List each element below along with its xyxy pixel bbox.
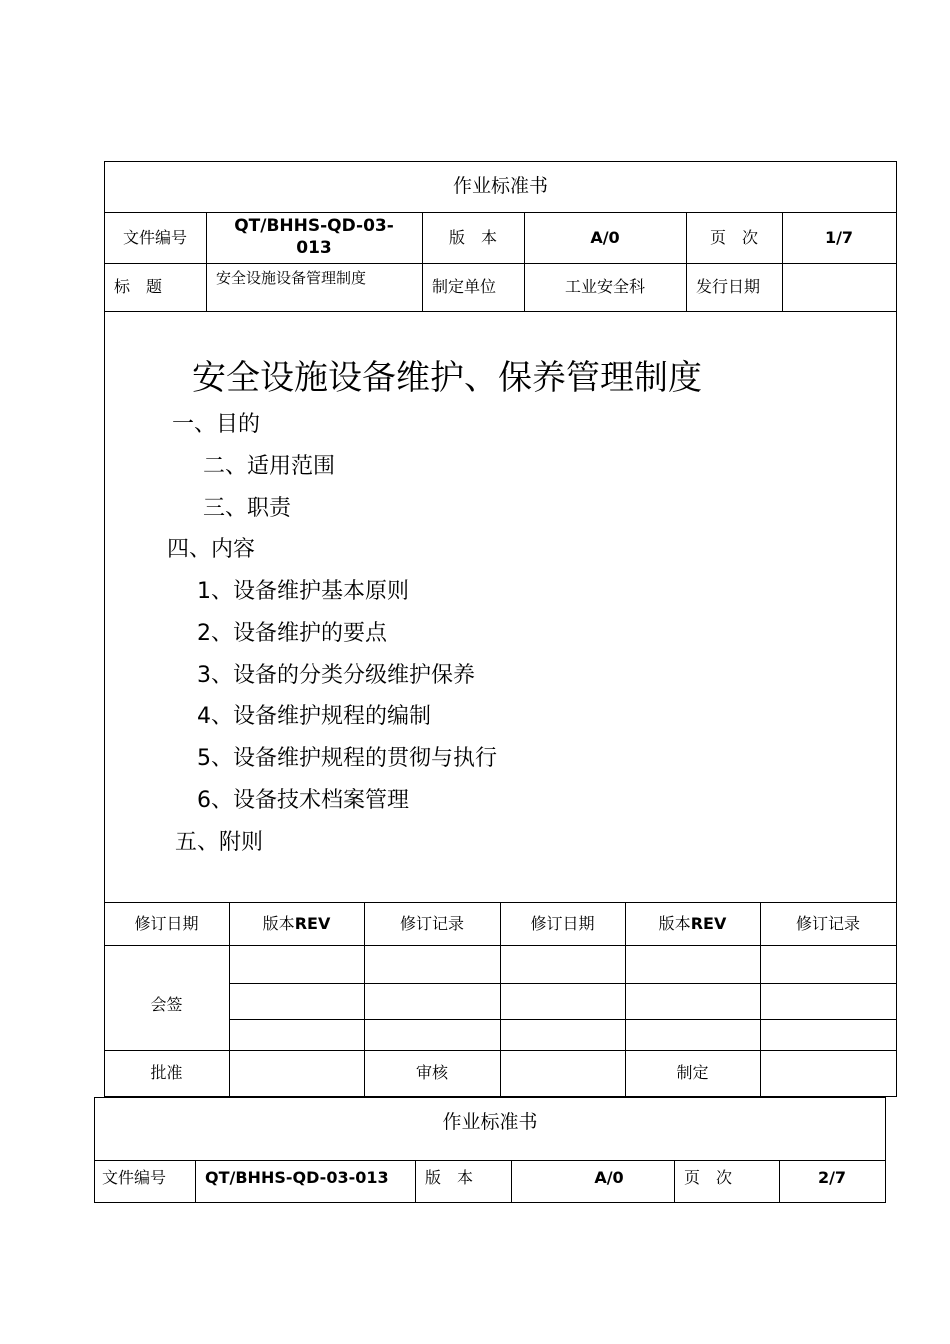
revision-version-header	[625, 902, 760, 945]
rev-text: REV	[690, 913, 727, 933]
version-text: 版本	[262, 913, 295, 933]
revision-version-header	[229, 902, 364, 945]
subsection-item: 1、设备维护基本原则	[197, 579, 409, 604]
issue-date-label: 发行日期	[696, 277, 761, 296]
subsection-item: 6、设备技术档案管理	[197, 788, 409, 813]
version-text: 版本	[658, 913, 691, 933]
prepare-label: 制定	[676, 1063, 709, 1082]
version-label: 版 本	[448, 227, 497, 247]
header-title: 作业标准书	[452, 174, 548, 197]
revision-record-header: 修订记录	[399, 913, 464, 933]
page-value: 2/7	[817, 1168, 847, 1187]
unit-label: 制定单位	[432, 277, 497, 296]
doc-no-value: QT/BHHS-QD-03-013	[205, 1168, 389, 1187]
version-value: A/0	[590, 227, 620, 247]
version-value: A/0	[594, 1168, 624, 1187]
section-heading: 三、职责	[203, 496, 292, 521]
approve-label: 批准	[150, 1063, 183, 1082]
version-label: 版 本	[425, 1168, 474, 1187]
review-label: 审核	[415, 1063, 448, 1082]
doc-no-value: QT/BHHS-QD-03-013	[234, 216, 394, 258]
subject-label: 标 题	[114, 277, 163, 296]
doc-no-label: 文件编号	[102, 1168, 167, 1187]
revision-record-header: 修订记录	[795, 913, 860, 933]
doc-no-label: 文件编号	[122, 227, 187, 247]
subsection-item: 4、设备维护规程的编制	[197, 704, 431, 729]
section-heading: 一、目的	[172, 412, 261, 437]
section-heading: 四、内容	[167, 537, 256, 562]
header-title: 作业标准书	[442, 1111, 538, 1134]
countersign-label: 会签	[150, 995, 183, 1014]
revision-date-header: 修订日期	[134, 913, 199, 933]
section-heading: 二、适用范围	[203, 454, 336, 479]
unit-value: 工业安全科	[564, 277, 645, 296]
page-value: 1/7	[824, 227, 854, 247]
page-label: 页 次	[709, 227, 758, 247]
issue-date-value	[782, 263, 896, 311]
subject-value: 安全设施设备管理制度	[216, 269, 367, 287]
document-title: 安全设施设备维护、保养管理制度	[192, 358, 702, 398]
page-label: 页 次	[684, 1168, 733, 1187]
subsection-item: 2、设备维护的要点	[197, 621, 387, 646]
rev-text: REV	[294, 913, 331, 933]
revision-date-header: 修订日期	[530, 913, 595, 933]
section-heading: 五、附则	[175, 830, 264, 855]
subsection-item: 3、设备的分类分级维护保养	[197, 663, 475, 688]
subsection-item: 5、设备维护规程的贯彻与执行	[197, 746, 497, 771]
